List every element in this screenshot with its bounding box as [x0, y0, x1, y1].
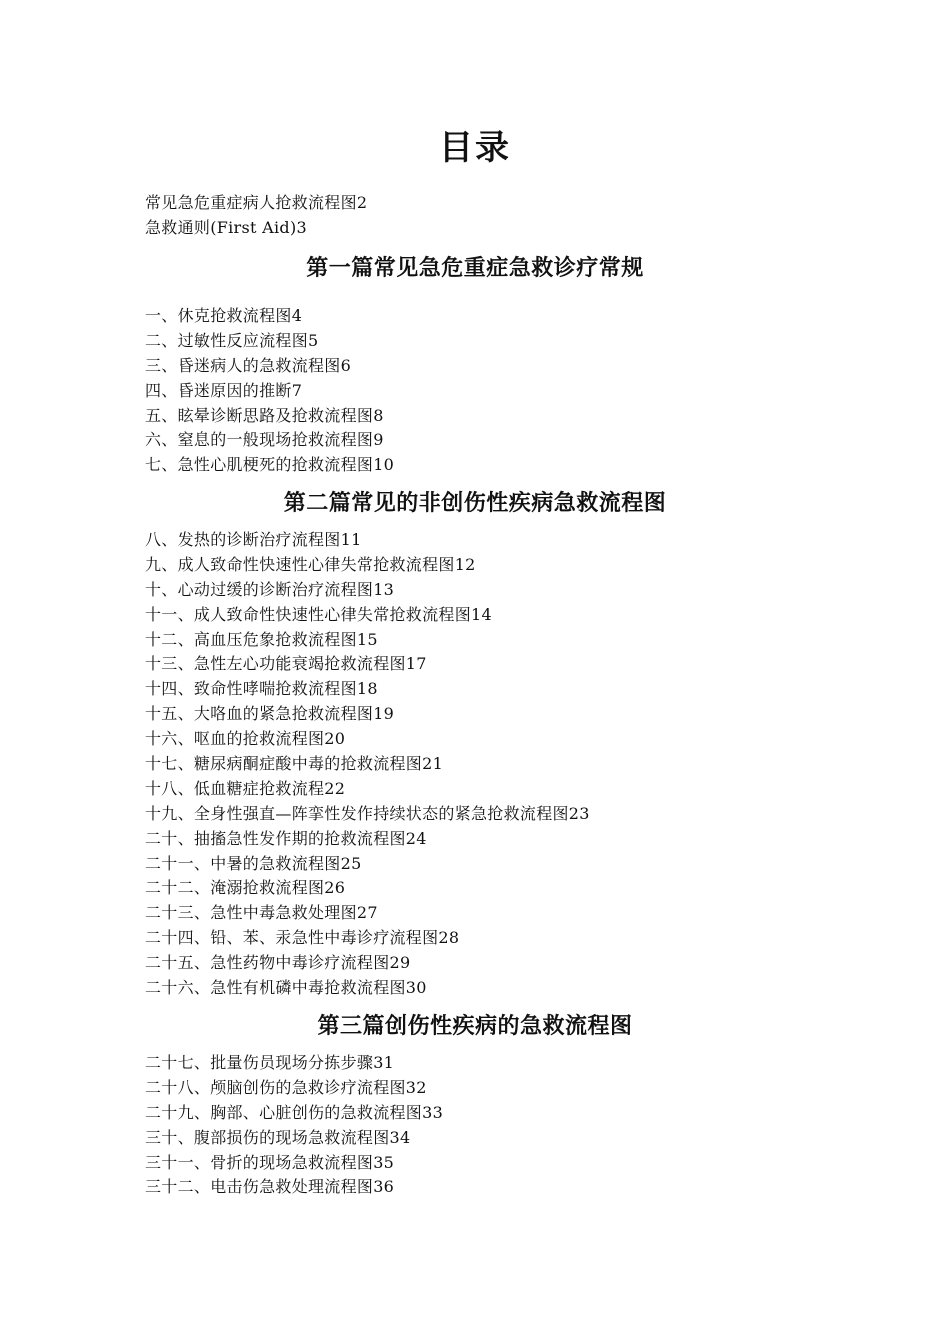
- toc-entry[interactable]: 二十九、胸部、心脏创伤的急救流程图33: [145, 1102, 444, 1122]
- section-heading-2[interactable]: 第二篇常见的非创伤性疾病急救流程图: [283, 490, 667, 516]
- toc-entry[interactable]: 九、成人致命性快速性心律失常抢救流程图12: [145, 554, 476, 574]
- toc-entry[interactable]: 七、急性心肌梗死的抢救流程图10: [145, 455, 395, 475]
- toc-entry[interactable]: 三、昏迷病人的急救流程图6: [145, 355, 352, 375]
- toc-entry[interactable]: 二十八、颅脑创伤的急救诊疗流程图32: [145, 1077, 427, 1097]
- toc-entry[interactable]: 十六、呕血的抢救流程图20: [145, 729, 346, 749]
- toc-entry[interactable]: 十四、致命性哮喘抢救流程图18: [145, 679, 378, 699]
- page-title: 目录: [439, 128, 511, 168]
- section-heading-3[interactable]: 第三篇创伤性疾病的急救流程图: [317, 1013, 633, 1039]
- section-1-list: [145, 304, 845, 478]
- toc-entry[interactable]: 二十五、急性药物中毒诊疗流程图29: [145, 953, 411, 973]
- toc-entry[interactable]: 十、心动过缓的诊断治疗流程图13: [145, 579, 395, 599]
- toc-entry[interactable]: 十三、急性左心功能衰竭抢救流程图17: [145, 654, 427, 674]
- section-heading-1[interactable]: 第一篇常见急危重症急救诊疗常规: [306, 255, 644, 281]
- section-3-list: [145, 1051, 845, 1200]
- toc-entry[interactable]: 十九、全身性强直—阵挛性发作持续状态的紧急抢救流程图23: [145, 803, 590, 823]
- toc-entry[interactable]: 常见急危重症病人抢救流程图2: [145, 193, 368, 212]
- toc-entry[interactable]: 二十七、批量伤员现场分拣步骤31: [145, 1053, 395, 1072]
- toc-entry[interactable]: 三十、腹部损伤的现场急救流程图34: [145, 1127, 411, 1147]
- toc-entry[interactable]: 十一、成人致命性快速性心律失常抢救流程图14: [145, 604, 492, 624]
- toc-entry[interactable]: 三十一、骨折的现场急救流程图35: [145, 1152, 395, 1172]
- toc-entry[interactable]: 二十一、中暑的急救流程图25: [145, 853, 362, 873]
- toc-entry[interactable]: 三十二、电击伤急救处理流程图36: [145, 1177, 395, 1197]
- toc-entry[interactable]: 四、昏迷原因的推断7: [145, 380, 303, 400]
- toc-entry[interactable]: 二、过敏性反应流程图5: [145, 330, 319, 350]
- toc-entry[interactable]: 六、窒息的一般现场抢救流程图9: [145, 430, 384, 450]
- toc-entry[interactable]: 二十四、铅、苯、汞急性中毒诊疗流程图28: [145, 928, 460, 948]
- toc-entry[interactable]: 急救通则(First Aid)3: [145, 217, 307, 237]
- toc-entry[interactable]: 二十、抽搐急性发作期的抢救流程图24: [145, 828, 427, 848]
- toc-entry[interactable]: 二十三、急性中毒急救处理图27: [145, 903, 378, 923]
- toc-entry[interactable]: 十二、高血压危象抢救流程图15: [145, 629, 378, 649]
- toc-entry[interactable]: 二十二、淹溺抢救流程图26: [145, 878, 346, 898]
- toc-entry[interactable]: 一、休克抢救流程图4: [145, 306, 303, 325]
- preface-list: [145, 191, 845, 241]
- toc-entry[interactable]: 二十六、急性有机磷中毒抢救流程图30: [145, 978, 427, 998]
- toc-entry[interactable]: 十八、低血糖症抢救流程22: [145, 778, 346, 798]
- toc-entry[interactable]: 十七、糖尿病酮症酸中毒的抢救流程图21: [145, 754, 444, 774]
- toc-entry[interactable]: 八、发热的诊断治疗流程图11: [145, 530, 362, 549]
- toc-entry[interactable]: 十五、大咯血的紧急抢救流程图19: [145, 704, 395, 724]
- section-2-list: [145, 528, 845, 1001]
- toc-entry[interactable]: 五、眩晕诊断思路及抢救流程图8: [145, 405, 384, 425]
